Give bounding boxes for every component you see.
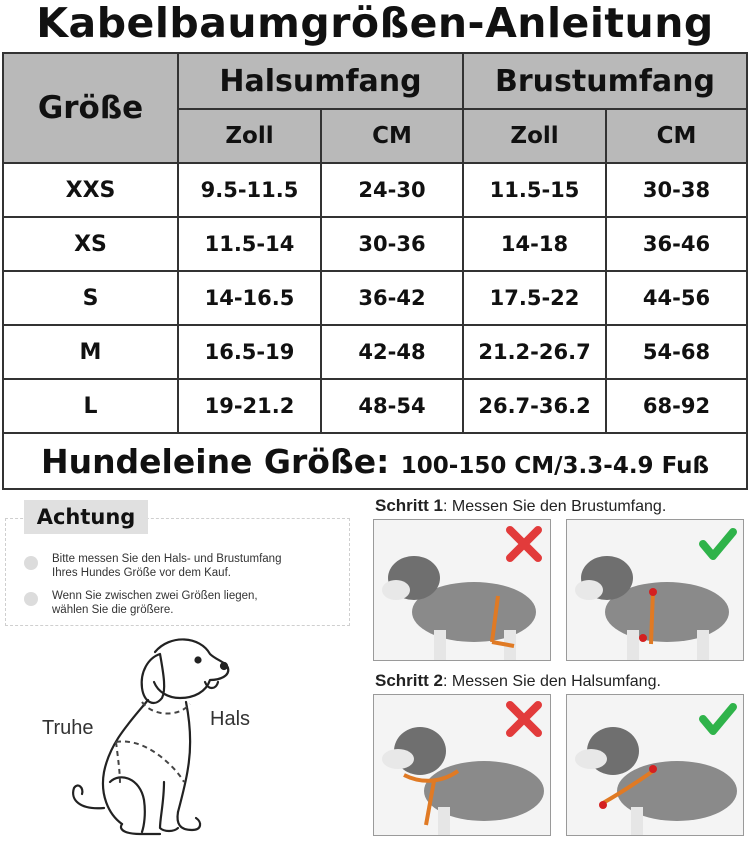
size-cell: M: [3, 325, 178, 379]
neck-inch-cell: 11.5-14: [178, 217, 321, 271]
right-check-icon: [703, 532, 733, 556]
notice-item: [52, 589, 258, 617]
step-label: Schritt 1: [375, 496, 444, 515]
size-table: [2, 52, 748, 490]
dog-photo-image: [567, 695, 744, 836]
bullet-dot: [24, 592, 38, 606]
chest-cm-cell: 44-56: [606, 271, 747, 325]
table-row: [3, 271, 747, 325]
notice-line: Wenn Sie zwischen zwei Größen liegen,: [52, 590, 258, 602]
notice-item: [52, 552, 281, 580]
unit-header: Zoll: [463, 109, 606, 163]
size-cell: S: [3, 271, 178, 325]
notice-line: Ihres Hundes Größe vor dem Kauf.: [52, 567, 231, 579]
step-text: : Messen Sie den Brustumfang.: [443, 498, 667, 515]
notice-line: wählen Sie die größere.: [52, 604, 174, 616]
chest-cm-cell: 54-68: [606, 325, 747, 379]
neck-cm-cell: 30-36: [321, 217, 463, 271]
unit-header: CM: [606, 109, 747, 163]
dog-photo-image: [567, 520, 744, 661]
unit-header: Zoll: [178, 109, 321, 163]
neck-cm-cell: 42-48: [321, 325, 463, 379]
chest-inch-cell: 17.5-22: [463, 271, 606, 325]
chest-inch-cell: 26.7-36.2: [463, 379, 606, 433]
table-row: [3, 163, 747, 217]
chest-inch-cell: 11.5-15: [463, 163, 606, 217]
chest-group-header: Brustumfang: [463, 53, 747, 109]
neck-inch-cell: 9.5-11.5: [178, 163, 321, 217]
step-label: Schritt 2: [375, 671, 444, 690]
notice-line: Bitte messen Sie den Hals- und Brustumfang: [52, 553, 282, 565]
neck-inch-cell: 19-21.2: [178, 379, 321, 433]
chest-cm-cell: 68-92: [606, 379, 747, 433]
size-cell: XXS: [3, 163, 178, 217]
dog-photo-image: [374, 520, 551, 661]
step-2-heading: [375, 671, 661, 691]
page-title: Kabelbaumgrößen-Anleitung: [36, 0, 714, 47]
size-cell: L: [3, 379, 178, 433]
bullet-dot: [24, 556, 38, 570]
wrong-cross-icon: [510, 530, 538, 558]
dog-photo-neck-wrong: [373, 694, 551, 836]
neck-inch-cell: 14-16.5: [178, 271, 321, 325]
table-row: [3, 217, 747, 271]
chest-inch-cell: 14-18: [463, 217, 606, 271]
dog-photo-image: [374, 695, 551, 836]
neck-cm-cell: 24-30: [321, 163, 463, 217]
step-text: : Messen Sie den Halsumfang.: [443, 673, 661, 690]
chest-label: Truhe: [42, 717, 94, 739]
neck-group-header: Halsumfang: [178, 53, 463, 109]
right-check-icon: [703, 707, 733, 731]
wrong-cross-icon: [510, 705, 538, 733]
leash-size-row: [3, 433, 747, 489]
leash-size-value: 100-150 CM/3.3-4.9 Fuß: [400, 452, 710, 479]
table-row: [3, 325, 747, 379]
size-header: Größe: [3, 53, 178, 163]
unit-header: CM: [321, 109, 463, 163]
notice-label: Achtung: [24, 500, 148, 534]
neck-cm-cell: 48-54: [321, 379, 463, 433]
table-row: [3, 379, 747, 433]
dog-photo-chest-right: [566, 519, 744, 661]
neck-label: Hals: [210, 708, 251, 730]
chest-cm-cell: 36-46: [606, 217, 747, 271]
neck-inch-cell: 16.5-19: [178, 325, 321, 379]
dog-photo-neck-right: [566, 694, 744, 836]
chest-cm-cell: 30-38: [606, 163, 747, 217]
leash-size-label: Hundeleine Größe:: [40, 441, 390, 481]
chest-inch-cell: 21.2-26.7: [463, 325, 606, 379]
step-1-heading: [375, 496, 666, 516]
dog-photo-chest-wrong: [373, 519, 551, 661]
neck-cm-cell: 36-42: [321, 271, 463, 325]
size-cell: XS: [3, 217, 178, 271]
